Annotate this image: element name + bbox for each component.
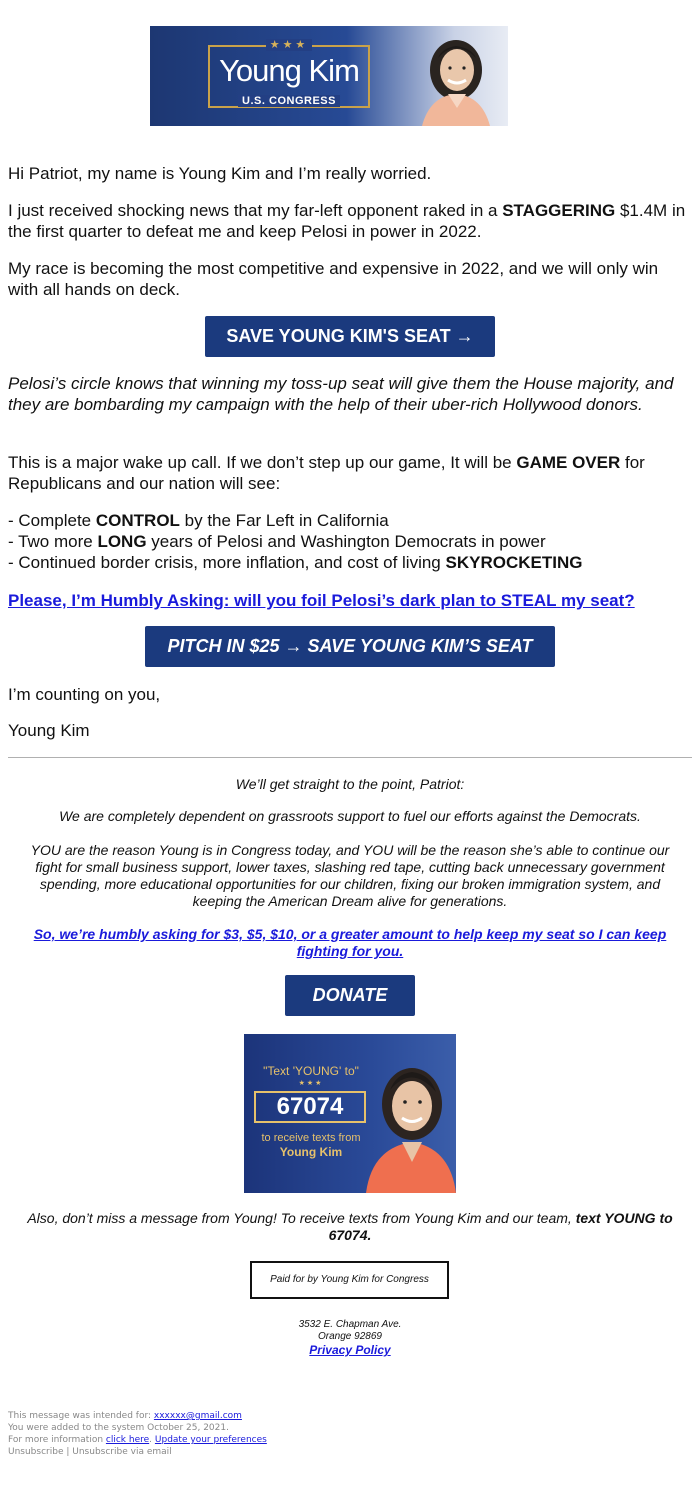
list-item: - Complete CONTROL by the Far Left in California xyxy=(8,511,389,530)
reason-paragraph: YOU are the reason Young is in Congress today, and YOU will be the reason she’s able to continue our fight for small business support, lower taxes, slashing red tape, cutting back unnecessary government spending, more educational opportunities for our children, fixing our broken immigration system, and keeping the American Dream alive for generations. xyxy=(30,842,670,909)
unsubscribe-email-link[interactable]: Unsubscribe via email xyxy=(72,1447,172,1457)
greeting: Hi Patriot, my name is Young Kim and I’m really worried. xyxy=(8,164,432,183)
click-here-link[interactable]: click here xyxy=(105,1435,150,1445)
candidate-portrait xyxy=(416,30,494,126)
consequence-list xyxy=(8,510,692,573)
legal-footer: This message was intended for: xxxxxx@gmail.com You were added to the system October 25, 2021. For more information click here. Update your preferences Unsubscribe | Unsubscribe via email xyxy=(8,1410,408,1458)
added-date: You were added to the system October 25, 2021. xyxy=(8,1423,229,1433)
logo-subtitle: U.S. CONGRESS xyxy=(238,95,340,107)
point-line: We’ll get straight to the point, Patriot: xyxy=(235,776,465,792)
candidate-photo xyxy=(366,1044,456,1193)
short-code: 67074 xyxy=(254,1091,366,1123)
grassroots-line: We are completely dependent on grassroots support to fuel our efforts against the Democrats. xyxy=(59,808,641,824)
small-amount-link[interactable]: So, we’re humbly asking for $3, $5, $10, or a greater amount to help keep my seat so I can keep fighting for you. xyxy=(33,926,667,959)
logo-stars: ★★★ xyxy=(266,39,313,51)
unsubscribe-link[interactable]: Unsubscribe xyxy=(8,1447,64,1457)
paragraph-pelosi: Pelosi’s circle knows that winning my toss-up seat will give them the House majority, and they are bombarding my campaign with the help of their uber-rich Hollywood donors. xyxy=(8,374,674,414)
text-image-name: Young Kim xyxy=(279,1145,343,1159)
donate-button[interactable]: DONATE xyxy=(285,975,415,1016)
recipient-email-link[interactable]: xxxxxx@gmail.com xyxy=(153,1411,242,1421)
divider xyxy=(8,757,692,758)
sms-signup-text: Also, don’t miss a message from Young! To receive texts from Young Kim and our team, text YOUNG to 67074. xyxy=(27,1210,673,1243)
header-banner xyxy=(150,26,508,126)
pitch-in-button[interactable]: PITCH IN $25 → SAVE YOUNG KIM’S SEAT xyxy=(145,626,555,667)
receive-texts-label: to receive texts from xyxy=(261,1132,361,1144)
logo-name: Young Kim xyxy=(219,53,359,88)
save-seat-button[interactable]: SAVE YOUNG KIM'S SEAT → xyxy=(205,316,495,357)
text-young-image[interactable] xyxy=(244,1034,456,1193)
logo xyxy=(208,39,370,108)
address-line-1: 3532 E. Chapman Ave. xyxy=(298,1319,402,1330)
signature: Young Kim xyxy=(8,721,90,740)
update-preferences-link[interactable]: Update your preferences xyxy=(154,1435,267,1445)
paid-for-disclaimer: Paid for by Young Kim for Congress xyxy=(250,1261,449,1299)
list-item: - Two more LONG years of Pelosi and Washington Democrats in power xyxy=(8,532,546,551)
paragraph-news: I just received shocking news that my far-left opponent raked in a STAGGERING $1.4M in the first quarter to defeat me and keep Pelosi in power in 2022. xyxy=(8,201,686,241)
signoff: I’m counting on you, xyxy=(8,685,161,704)
list-item: - Continued border crisis, more inflation, and cost of living SKYROCKETING xyxy=(8,553,583,572)
text-prompt: "Text 'YOUNG' to" xyxy=(263,1064,359,1078)
foil-plan-link[interactable]: Please, I’m Humbly Asking: will you foil Pelosi’s dark plan to STEAL my seat? xyxy=(8,591,635,610)
paragraph-wakeup: This is a major wake up call. If we don’t step up our game, It will be GAME OVER for Republicans and our nation will see: xyxy=(8,453,645,493)
privacy-policy-link[interactable]: Privacy Policy xyxy=(309,1343,391,1357)
paragraph-race: My race is becoming the most competitive and expensive in 2022, and we will only win with all hands on deck. xyxy=(8,259,659,299)
address-line-2: Orange 92869 xyxy=(318,1331,382,1342)
star-decoration: ★★★ xyxy=(298,1080,324,1087)
